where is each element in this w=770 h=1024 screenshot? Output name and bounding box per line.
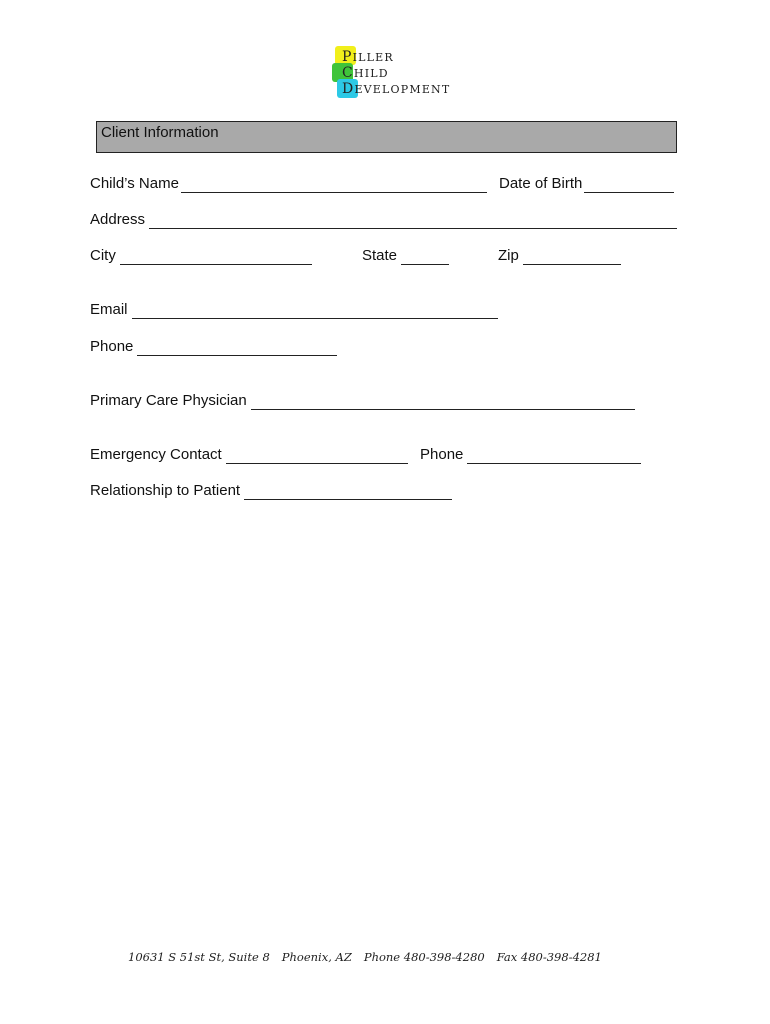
logo-line-1: PILLER — [342, 49, 394, 65]
relationship-to-patient-line[interactable] — [244, 485, 452, 500]
zip-line[interactable] — [523, 250, 621, 265]
state-label: State — [362, 247, 398, 264]
emergency-contact-label: Emergency Contact — [90, 446, 222, 463]
emergency-phone-field[interactable] — [420, 446, 641, 464]
date-of-birth-label: Date of Birth — [499, 175, 583, 192]
phone-label: Phone — [90, 338, 134, 355]
primary-care-physician-field[interactable] — [90, 392, 635, 410]
address-field[interactable] — [90, 211, 677, 229]
state-field[interactable] — [362, 247, 449, 265]
zip-label: Zip — [498, 247, 519, 264]
email-label: Email — [90, 301, 128, 318]
childs-name-line[interactable] — [181, 178, 487, 193]
address-label: Address — [90, 211, 146, 228]
emergency-contact-field[interactable] — [90, 446, 408, 464]
emergency-phone-line[interactable] — [467, 449, 641, 464]
footer-city: Phoenix, AZ — [281, 950, 352, 964]
relationship-to-patient-field[interactable] — [90, 482, 452, 500]
emergency-contact-line[interactable] — [226, 449, 408, 464]
phone-line[interactable] — [137, 341, 337, 356]
logo-line-3: DEVELOPMENT — [342, 81, 451, 97]
logo — [332, 46, 462, 100]
footer-fax: Fax 480-398-4281 — [496, 950, 602, 964]
childs-name-label: Child’s Name — [90, 175, 179, 192]
relationship-to-patient-label: Relationship to Patient — [90, 482, 241, 499]
primary-care-physician-label: Primary Care Physician — [90, 392, 247, 409]
phone-field[interactable] — [90, 338, 337, 356]
address-line[interactable] — [149, 214, 677, 229]
date-of-birth-field[interactable] — [499, 175, 674, 193]
section-title: Client Information — [101, 124, 219, 141]
city-field[interactable] — [90, 247, 312, 265]
date-of-birth-line[interactable] — [584, 178, 674, 193]
client-information-header — [96, 121, 677, 153]
footer-address: 10631 S 51st St, Suite 8 — [128, 950, 270, 964]
footer-phone: Phone 480-398-4280 — [363, 950, 485, 964]
primary-care-physician-line[interactable] — [251, 395, 635, 410]
zip-field[interactable] — [498, 247, 621, 265]
email-field[interactable] — [90, 301, 498, 319]
logo-line-2: CHILD — [342, 65, 389, 81]
city-line[interactable] — [120, 250, 312, 265]
email-line[interactable] — [132, 304, 498, 319]
emergency-phone-label: Phone — [420, 446, 464, 463]
footer-contact-info — [128, 950, 614, 964]
state-line[interactable] — [401, 250, 449, 265]
city-label: City — [90, 247, 116, 264]
childs-name-field[interactable] — [90, 175, 487, 193]
